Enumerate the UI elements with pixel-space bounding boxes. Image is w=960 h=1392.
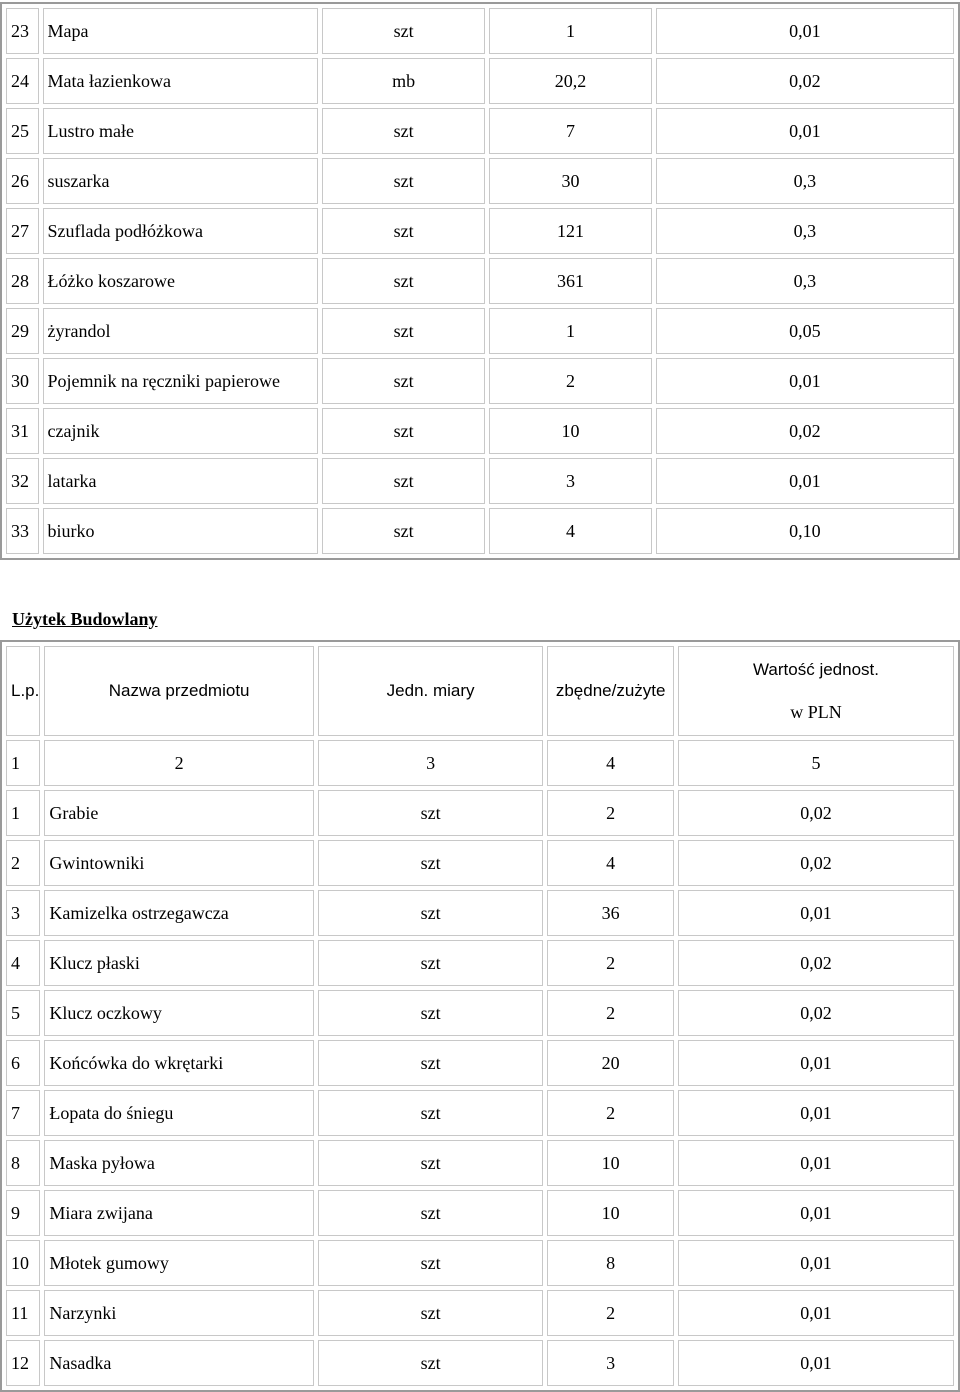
- unit: szt: [318, 990, 543, 1036]
- quantity: 20,2: [489, 58, 652, 104]
- construction-items-table: [0, 640, 960, 1392]
- unit-value: 0,01: [678, 1240, 954, 1286]
- row-number: 32: [6, 458, 39, 504]
- table-row: [6, 108, 954, 154]
- unit-value: 0,10: [656, 508, 954, 554]
- table-row: [6, 408, 954, 454]
- unit: szt: [318, 1040, 543, 1086]
- unit-value: 0,05: [656, 308, 954, 354]
- unit-value: 0,02: [678, 990, 954, 1036]
- table-row: [6, 1140, 954, 1186]
- quantity: 2: [547, 1290, 674, 1336]
- quantity: 10: [547, 1140, 674, 1186]
- unit-value: 0,3: [656, 208, 954, 254]
- item-name: Grabie: [44, 790, 314, 836]
- table-row: [6, 458, 954, 504]
- quantity: 2: [547, 940, 674, 986]
- unit: szt: [322, 358, 485, 404]
- header-unit: Jedn. miary: [318, 646, 543, 736]
- table-row: [6, 1340, 954, 1386]
- item-name: Klucz oczkowy: [44, 990, 314, 1036]
- unit-value: 0,02: [678, 790, 954, 836]
- unit: szt: [322, 508, 485, 554]
- unit-value: 0,01: [678, 1140, 954, 1186]
- quantity: 361: [489, 258, 652, 304]
- table-row: [6, 1090, 954, 1136]
- header-name: Nazwa przedmiotu: [44, 646, 314, 736]
- quantity: 10: [547, 1190, 674, 1236]
- table-row: [6, 790, 954, 836]
- column-number-2: 2: [44, 740, 314, 786]
- unit-value: 0,3: [656, 158, 954, 204]
- unit: szt: [322, 258, 485, 304]
- item-name: biurko: [43, 508, 319, 554]
- table-row: [6, 258, 954, 304]
- item-name: Narzynki: [44, 1290, 314, 1336]
- item-name: Kamizelka ostrzegawcza: [44, 890, 314, 936]
- item-name: latarka: [43, 458, 319, 504]
- unit: szt: [318, 1090, 543, 1136]
- unit-value: 0,01: [678, 1090, 954, 1136]
- table-row: [6, 8, 954, 54]
- row-number: 25: [6, 108, 39, 154]
- table2-body: [6, 646, 954, 1386]
- unit-value: 0,01: [678, 890, 954, 936]
- table-row: [6, 1040, 954, 1086]
- column-number-1: 1: [6, 740, 40, 786]
- table-row: [6, 1190, 954, 1236]
- header-value-line2: w PLN: [790, 702, 842, 722]
- row-number: 29: [6, 308, 39, 354]
- unit-value: 0,01: [656, 108, 954, 154]
- unit-value: 0,02: [656, 408, 954, 454]
- unit: szt: [318, 790, 543, 836]
- table-row: [6, 308, 954, 354]
- column-number-3: 3: [318, 740, 543, 786]
- table-row: [6, 208, 954, 254]
- table-row: [6, 58, 954, 104]
- header-value-line1: Wartość jednost.: [753, 660, 879, 679]
- unit-value: 0,3: [656, 258, 954, 304]
- row-number: 33: [6, 508, 39, 554]
- inventory-table-continued: [0, 2, 960, 560]
- row-number: 31: [6, 408, 39, 454]
- row-number: 3: [6, 890, 40, 936]
- quantity: 2: [547, 790, 674, 836]
- table1-body: [6, 8, 954, 554]
- quantity: 1: [489, 308, 652, 354]
- quantity: 8: [547, 1240, 674, 1286]
- unit-value: 0,01: [656, 8, 954, 54]
- item-name: Nasadka: [44, 1340, 314, 1386]
- row-number: 9: [6, 1190, 40, 1236]
- quantity: 2: [547, 990, 674, 1036]
- row-number: 26: [6, 158, 39, 204]
- quantity: 4: [547, 840, 674, 886]
- row-number: 7: [6, 1090, 40, 1136]
- column-number-row: [6, 740, 954, 786]
- unit: szt: [318, 1190, 543, 1236]
- row-number: 4: [6, 940, 40, 986]
- row-number: 6: [6, 1040, 40, 1086]
- unit-value: 0,01: [678, 1190, 954, 1236]
- item-name: suszarka: [43, 158, 319, 204]
- column-number-5: 5: [678, 740, 954, 786]
- row-number: 27: [6, 208, 39, 254]
- item-name: Mapa: [43, 8, 319, 54]
- table-row: [6, 1290, 954, 1336]
- unit-value: 0,01: [656, 458, 954, 504]
- unit: szt: [322, 108, 485, 154]
- unit: szt: [318, 840, 543, 886]
- unit: szt: [322, 8, 485, 54]
- row-number: 30: [6, 358, 39, 404]
- section-title: Użytek Budowlany: [12, 609, 158, 629]
- unit-value: 0,02: [678, 840, 954, 886]
- column-number-4: 4: [547, 740, 674, 786]
- quantity: 4: [489, 508, 652, 554]
- table-row: [6, 1240, 954, 1286]
- table-row: [6, 508, 954, 554]
- header-qty: zbędne/zużyte: [547, 646, 674, 736]
- unit: szt: [318, 1140, 543, 1186]
- quantity: 10: [489, 408, 652, 454]
- table-row: [6, 940, 954, 986]
- unit-value: 0,01: [678, 1290, 954, 1336]
- table-row: [6, 990, 954, 1036]
- item-name: Pojemnik na ręczniki papierowe: [43, 358, 319, 404]
- row-number: 10: [6, 1240, 40, 1286]
- row-number: 28: [6, 258, 39, 304]
- item-name: Młotek gumowy: [44, 1240, 314, 1286]
- quantity: 36: [547, 890, 674, 936]
- unit: szt: [322, 208, 485, 254]
- row-number: 1: [6, 790, 40, 836]
- quantity: 121: [489, 208, 652, 254]
- item-name: Łopata do śniegu: [44, 1090, 314, 1136]
- item-name: żyrandol: [43, 308, 319, 354]
- unit-value: 0,02: [678, 940, 954, 986]
- unit: szt: [318, 890, 543, 936]
- unit-value: 0,01: [678, 1040, 954, 1086]
- quantity: 3: [547, 1340, 674, 1386]
- unit: mb: [322, 58, 485, 104]
- row-number: 11: [6, 1290, 40, 1336]
- item-name: Końcówka do wkrętarki: [44, 1040, 314, 1086]
- quantity: 1: [489, 8, 652, 54]
- quantity: 3: [489, 458, 652, 504]
- unit: szt: [318, 940, 543, 986]
- row-number: 24: [6, 58, 39, 104]
- row-number: 23: [6, 8, 39, 54]
- unit: szt: [322, 158, 485, 204]
- item-name: czajnik: [43, 408, 319, 454]
- item-name: Gwintowniki: [44, 840, 314, 886]
- row-number: 12: [6, 1340, 40, 1386]
- unit-value: 0,02: [656, 58, 954, 104]
- table-row: [6, 840, 954, 886]
- quantity: 30: [489, 158, 652, 204]
- item-name: Maska pyłowa: [44, 1140, 314, 1186]
- quantity: 2: [489, 358, 652, 404]
- quantity: 2: [547, 1090, 674, 1136]
- quantity: 20: [547, 1040, 674, 1086]
- table-row: [6, 890, 954, 936]
- quantity: 7: [489, 108, 652, 154]
- unit: szt: [322, 308, 485, 354]
- unit: szt: [322, 408, 485, 454]
- row-number: 8: [6, 1140, 40, 1186]
- unit: szt: [318, 1240, 543, 1286]
- table-row: [6, 358, 954, 404]
- table-header-row: [6, 646, 954, 736]
- row-number: 5: [6, 990, 40, 1036]
- unit-value: 0,01: [678, 1340, 954, 1386]
- item-name: Miara zwijana: [44, 1190, 314, 1236]
- table-row: [6, 158, 954, 204]
- item-name: Łóżko koszarowe: [43, 258, 319, 304]
- unit-value: 0,01: [656, 358, 954, 404]
- row-number: 2: [6, 840, 40, 886]
- item-name: Szuflada podłóżkowa: [43, 208, 319, 254]
- unit: szt: [322, 458, 485, 504]
- unit: szt: [318, 1340, 543, 1386]
- unit: szt: [318, 1290, 543, 1336]
- item-name: Lustro małe: [43, 108, 319, 154]
- item-name: Mata łazienkowa: [43, 58, 319, 104]
- header-lp: L.p.: [6, 646, 40, 736]
- header-value: [678, 646, 954, 736]
- item-name: Klucz płaski: [44, 940, 314, 986]
